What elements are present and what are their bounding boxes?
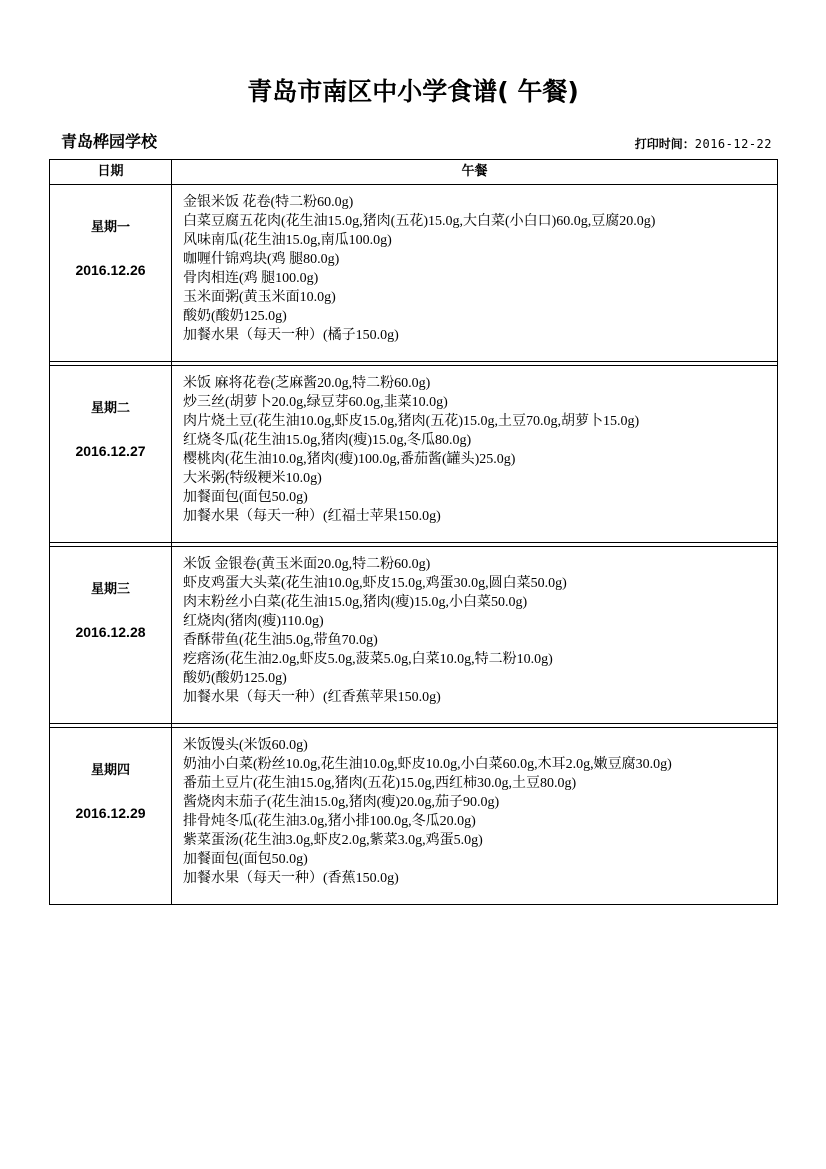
table-row <box>50 547 778 724</box>
table-row <box>50 366 778 543</box>
header-date: 日期 <box>50 160 172 185</box>
meal-item: 奶油小白菜(粉丝10.0g,花生油10.0g,虾皮10.0g,小白菜60.0g,木耳2.0g,嫩豆腐30.0g) <box>183 757 672 772</box>
weekday-label: 星期一 <box>90 220 130 235</box>
weekday-label: 星期四 <box>90 763 130 778</box>
print-time-value: 2016-12-22 <box>694 137 772 151</box>
day-cell <box>50 366 172 543</box>
meal-item: 骨肉相连(鸡 腿100.0g) <box>183 271 319 286</box>
meal-item: 肉末粉丝小白菜(花生油15.0g,猪肉(瘦)15.0g,小白菜50.0g) <box>183 595 528 610</box>
meal-item: 加餐面包(面包50.0g) <box>183 490 308 505</box>
meal-item: 加餐水果（每天一种）(香蕉150.0g) <box>183 871 399 886</box>
date-label: 2016.12.29 <box>75 805 146 821</box>
meal-item: 米饭 金银卷(黄玉米面20.0g,特二粉60.0g) <box>183 557 431 572</box>
meal-item: 酸奶(酸奶125.0g) <box>183 309 287 324</box>
meal-item: 疙瘩汤(花生油2.0g,虾皮5.0g,菠菜5.0g,白菜10.0g,特二粉10.0g) <box>183 652 553 667</box>
meal-item: 大米粥(特级粳米10.0g) <box>183 471 322 486</box>
print-time <box>635 135 772 153</box>
day-cell <box>50 185 172 362</box>
page-title: 青岛市南区中小学食谱( 午餐) <box>247 77 579 106</box>
date-label: 2016.12.26 <box>75 262 146 278</box>
menu-table <box>49 159 778 905</box>
meal-item: 米饭馒头(米饭60.0g) <box>183 738 308 753</box>
weekday-label: 星期二 <box>90 401 130 416</box>
meal-item: 樱桃肉(花生油10.0g,猪肉(瘦)100.0g,番茄酱(罐头)25.0g) <box>183 452 516 467</box>
meal-cell <box>172 366 778 543</box>
meal-item: 红烧肉(猪肉(瘦)110.0g) <box>183 614 324 629</box>
meal-item: 肉片烧土豆(花生油10.0g,虾皮15.0g,猪肉(五花)15.0g,土豆70.0g,胡萝卜15.0g) <box>183 414 640 429</box>
table-row <box>50 185 778 362</box>
meal-item: 虾皮鸡蛋大头菜(花生油10.0g,虾皮15.0g,鸡蛋30.0g,圆白菜50.0g) <box>183 576 567 591</box>
header-meal: 午餐 <box>172 160 778 185</box>
meal-item: 加餐面包(面包50.0g) <box>183 852 308 867</box>
meal-item: 紫菜蛋汤(花生油3.0g,虾皮2.0g,紫菜3.0g,鸡蛋5.0g) <box>183 833 483 848</box>
day-cell <box>50 547 172 724</box>
date-label: 2016.12.28 <box>75 624 146 640</box>
meal-item: 酱烧肉末茄子(花生油15.0g,猪肉(瘦)20.0g,茄子90.0g) <box>183 795 500 810</box>
meal-item: 白菜豆腐五花肉(花生油15.0g,猪肉(五花)15.0g,大白菜(小白口)60.0g,豆腐20.0g) <box>183 214 656 229</box>
weekday-label: 星期三 <box>90 582 130 597</box>
meal-item: 米饭 麻将花卷(芝麻酱20.0g,特二粉60.0g) <box>183 376 431 391</box>
date-label: 2016.12.27 <box>75 443 146 459</box>
table-header-row <box>50 160 778 185</box>
meal-item: 加餐水果（每天一种）(橘子150.0g) <box>183 328 399 343</box>
meal-item: 加餐水果（每天一种）(红香蕉苹果150.0g) <box>183 690 441 705</box>
meal-item: 红烧冬瓜(花生油15.0g,猪肉(瘦)15.0g,冬瓜80.0g) <box>183 433 472 448</box>
meal-item: 风味南瓜(花生油15.0g,南瓜100.0g) <box>183 233 392 248</box>
meal-cell <box>172 185 778 362</box>
meal-item: 番茄土豆片(花生油15.0g,猪肉(五花)15.0g,西红柿30.0g,土豆80.0g) <box>183 776 577 791</box>
meal-item: 咖喱什锦鸡块(鸡 腿80.0g) <box>183 252 340 267</box>
meal-item: 香酥带鱼(花生油5.0g,带鱼70.0g) <box>183 633 378 648</box>
meal-cell <box>172 547 778 724</box>
school-name: 青岛桦园学校 <box>61 132 158 151</box>
meal-item: 排骨炖冬瓜(花生油3.0g,猪小排100.0g,冬瓜20.0g) <box>183 814 476 829</box>
meal-item: 加餐水果（每天一种）(红福士苹果150.0g) <box>183 509 441 524</box>
table-row <box>50 728 778 905</box>
meal-item: 酸奶(酸奶125.0g) <box>183 671 287 686</box>
meal-item: 炒三丝(胡萝卜20.0g,绿豆芽60.0g,韭菜10.0g) <box>183 395 448 410</box>
print-time-label: 打印时间： <box>634 137 695 151</box>
day-cell <box>50 728 172 905</box>
meal-item: 金银米饭 花卷(特二粉60.0g) <box>183 195 354 210</box>
meal-cell <box>172 728 778 905</box>
meal-item: 玉米面粥(黄玉米面10.0g) <box>183 290 336 305</box>
